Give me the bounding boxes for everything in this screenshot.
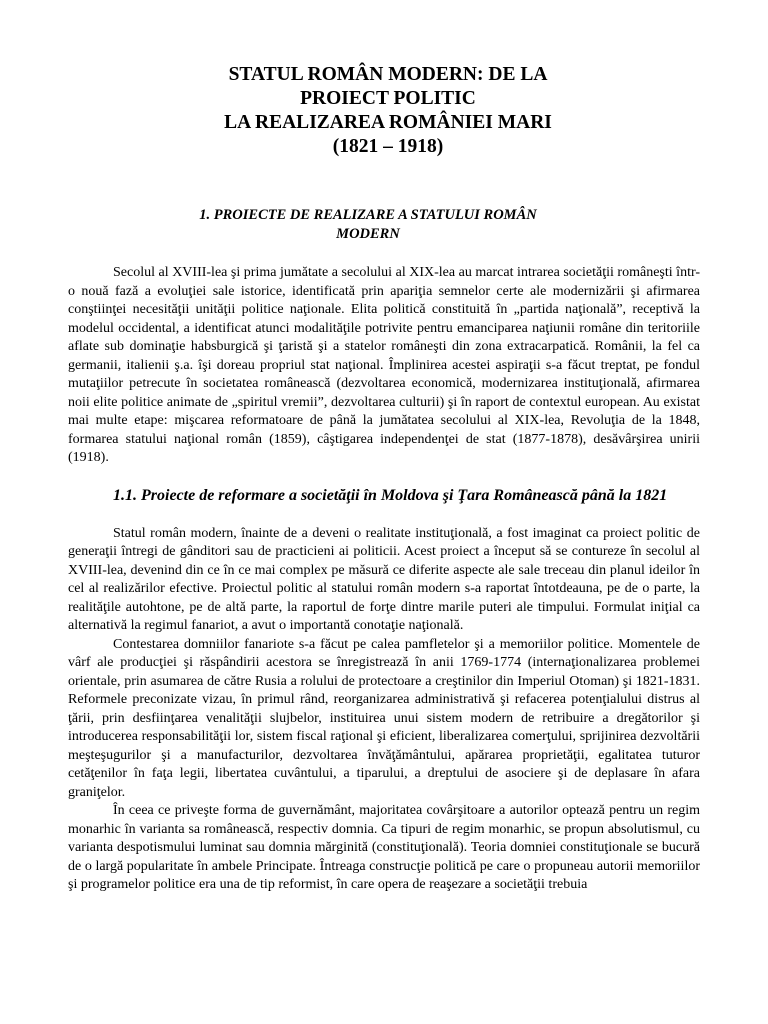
section-heading-line-1: 1. PROIECTE DE REALIZARE A STATULUI ROMÂN <box>199 207 537 223</box>
title-line-3: LA REALIZAREA ROMÂNIEI MARI <box>224 112 552 133</box>
section-heading-line-2: MODERN <box>336 226 400 242</box>
title-line-1: STATUL ROMÂN MODERN: DE LA <box>228 64 548 85</box>
title-line-4: (1821 – 1918) <box>332 136 444 157</box>
title-line-2: PROIECT POLITIC <box>300 88 476 109</box>
body-paragraph-1: Statul român modern, înainte de a deveni o realitate instituţională, a fost imaginat ca proiect politic de generaţii întregi de gânditori sau de practicieni ai politicii. Acest proiect a început să se contureze în secolul al XVIII-lea, devenind din ce în ce mai complex pe măsură ce diferite aspecte ale sale treceau din planul ideilor în cel al realizărilor efective. Proiectul politic al statului român modern s-a raportat întotdeauna, pe de o parte, la realităţile autohtone, pe de altă parte, la raportul de forţe dintre marile puteri ale timpului. Formulat iniţial ca alternativă la regimul fanariot, a avut o importantă conotaţie naţională. <box>68 525 700 633</box>
body-paragraph-2: Contestarea domniilor fanariote s-a făcut pe calea pamfletelor şi a memoriilor politice. Momentele de vârf ale producţiei şi răspândirii acestora se înregistrează în anii 1769-1774 (internaţionalizarea problemei orientale, prin asumarea de către Rusia a rolului de protectoare a creştinilor din Imperiul Otoman) şi 1821-1831. Reformele preconizate vizau, în primul rând, reorganizarea administrativă şi refacerea potenţialului distrus al ţării, prin desfiinţarea venalităţii slujbelor, instituirea unui sistem modern de retribuire a dregătorilor şi introducerea responsabilităţii lor, sistem fiscal raţional şi eficient, liberalizarea comerţului, sprijinirea dezvoltării meşteşugurilor şi a manufacturilor, dezvoltarea învăţământului, apărarea proprietăţii, egalitatea tuturor cetăţenilor în faţa legii, libertatea cuvântului, a tiparului, a dreptului de asociere şi de deplasare în afara graniţelor. <box>68 636 700 800</box>
section-heading <box>118 206 618 244</box>
document-title <box>138 63 638 159</box>
body-paragraph-3: În ceea ce priveşte forma de guvernământ, majoritatea covârşitoare a autorilor optează pentru un regim monarhic în varianta sa românească, respectiv domnia. Ca tipuri de regim monarhic, se propun absolutismul, cu varianta despotismului luminat sau domnia mărginită (constituţională). Teoria domniei constituţionale se bucură de o largă popularitate în ambele Principate. Întreaga construcţie politică pe care o propuneau autorii memoriilor şi programelor politice era una de tip reformist, în care opera de reaşezare a societăţii trebuia <box>68 803 700 892</box>
subsection-heading: 1.1. Proiecte de reformare a societăţii în Moldova şi Ţara Românească până la 1821 <box>113 486 668 504</box>
intro-paragraph: Secolul al XVIII-lea şi prima jumătate a secolului al XIX-lea au marcat intrarea societăţii româneşti într-o nouă fază a evoluţiei sale istorice, identificată prin apariţia semnelor certe ale modernizării şi afirmarea conştiinţei necesităţii unităţii politice naţionale. Elita politică constituită în „partida naţională”, receptivă la modelul occidental, a identificat atunci modalităţile potrivite pentru emanciparea naţiunii române din teritoriile aflate sub dominaţie habsburgică şi ţaristă şi a statelor româneşti din zona extracarpatică. Românii, la fel ca germanii, italienii ş.a. îşi doreau propriul stat naţional. Împlinirea acestei aspiraţii s-a făcut treptat, pe fondul mutaţiilor petrecute în societatea românească (dezvoltarea economică, modernizarea instituţională, afirmarea noii elite politice animate de „spiritul vremii”, dezvoltarea culturii) şi în raport de contextul european. Au existat mai multe etape: mişcarea reformatoare de până la jumătatea secolului al XIX-lea, Revoluţia de la 1848, formarea statului naţional român (1859), câştigarea independenţei de stat (1877-1878), desăvârşirea unirii (1918). <box>68 265 700 465</box>
